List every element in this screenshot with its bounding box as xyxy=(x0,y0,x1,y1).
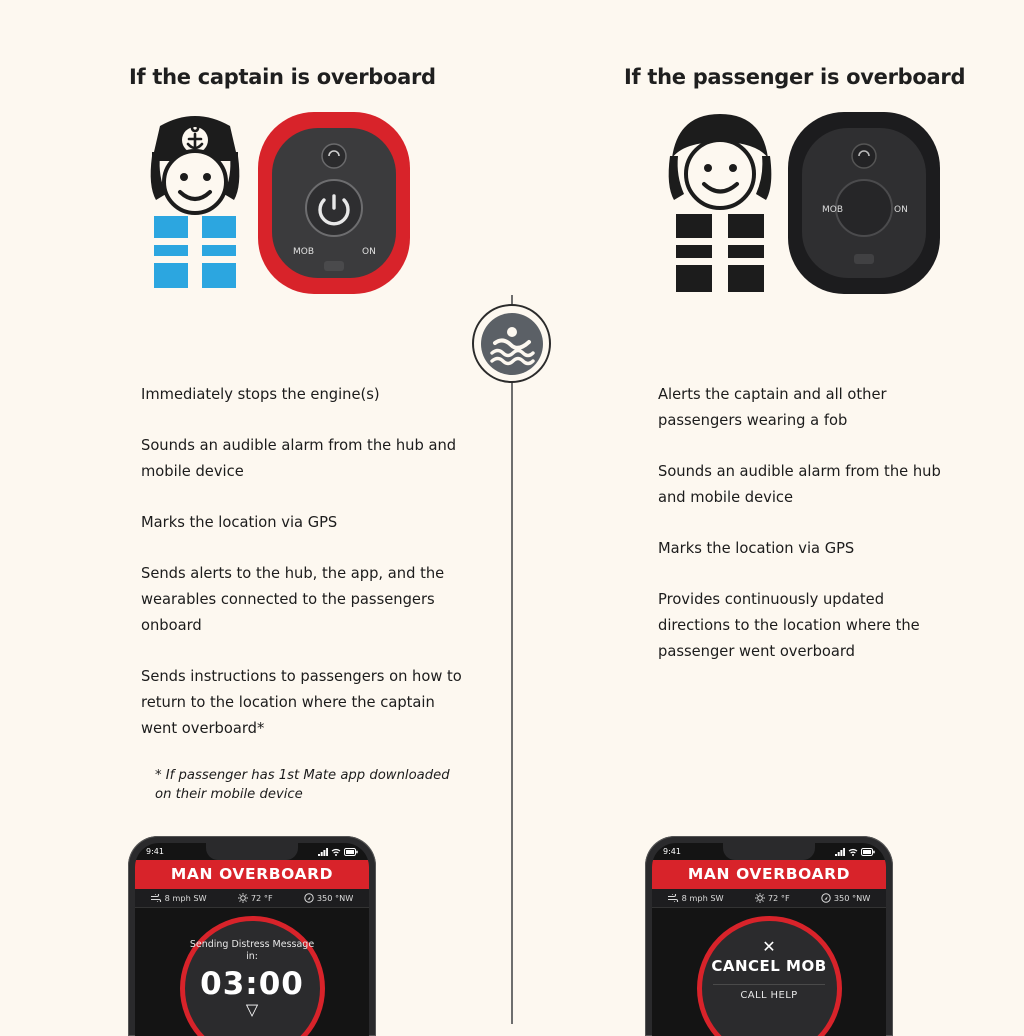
temp-reading xyxy=(755,893,790,903)
battery-icon xyxy=(861,848,875,856)
red-wearable-fob xyxy=(258,112,410,294)
signal-icon xyxy=(318,848,328,856)
sun-icon xyxy=(238,893,248,903)
cancel-dial-wrap xyxy=(652,908,886,1036)
status-time: 9:41 xyxy=(663,847,681,856)
right-column-title: If the passenger is overboard xyxy=(624,65,966,89)
list-item: Sends instructions to passengers on how to return to the location where the captain went overboard* xyxy=(141,668,462,737)
wind-reading xyxy=(151,893,207,903)
telemetry-bar xyxy=(135,889,369,908)
phone-notch xyxy=(206,843,298,860)
man-overboard-badge xyxy=(472,304,551,383)
phone-notch xyxy=(723,843,815,860)
sun-icon xyxy=(755,893,765,903)
compass-icon xyxy=(821,893,831,903)
left-phone-mockup xyxy=(128,836,376,1036)
list-item: Sounds an audible alarm from the hub and mobile device xyxy=(141,437,457,480)
heading-reading xyxy=(304,893,354,903)
mob-banner: MAN OVERBOARD xyxy=(652,860,886,889)
wind-value: 8 mph SW xyxy=(164,893,207,903)
list-item: Marks the location via GPS xyxy=(141,514,338,531)
status-icons xyxy=(318,848,358,856)
close-icon: ✕ xyxy=(762,937,776,956)
temp-value: 72 °F xyxy=(767,893,790,903)
call-help-label[interactable]: CALL HELP xyxy=(713,984,825,1001)
signal-icon xyxy=(835,848,845,856)
right-phone-screen xyxy=(652,843,886,1036)
distress-dial[interactable] xyxy=(180,916,325,1036)
svg-text:ON: ON xyxy=(362,247,376,257)
left-column-title: If the captain is overboard xyxy=(129,65,436,89)
svg-text:MOB: MOB xyxy=(293,247,315,257)
passenger-figure xyxy=(669,114,772,292)
wind-icon xyxy=(151,894,162,902)
temp-value: 72 °F xyxy=(250,893,273,903)
mob-banner: MAN OVERBOARD xyxy=(135,860,369,889)
list-item: Provides continuously updated directions to the location where the passenger went overboard xyxy=(658,591,920,660)
heading-reading xyxy=(821,893,871,903)
cancel-mob-label: CANCEL MOB xyxy=(711,957,827,975)
list-item: Marks the location via GPS xyxy=(658,540,855,557)
dial-label: Sending Distress Message in: xyxy=(189,939,315,962)
status-time: 9:41 xyxy=(146,847,164,856)
right-phone-mockup xyxy=(645,836,893,1036)
heading-value: 350 °NW xyxy=(833,893,871,903)
list-item: Immediately stops the engine(s) xyxy=(141,386,380,403)
status-icons xyxy=(835,848,875,856)
cancel-mob-dial[interactable] xyxy=(697,916,842,1036)
wind-value: 8 mph SW xyxy=(681,893,724,903)
temp-reading xyxy=(238,893,273,903)
passenger-illustration xyxy=(650,104,940,304)
wind-icon xyxy=(668,894,679,902)
distress-dial-wrap xyxy=(135,908,369,1036)
wifi-icon xyxy=(848,848,858,856)
captain-figure xyxy=(151,116,240,288)
captain-illustration xyxy=(130,104,420,304)
list-item: Alerts the captain and all other passengers wearing a fob xyxy=(658,386,887,429)
right-bullet-list xyxy=(658,382,958,665)
wind-reading xyxy=(668,893,724,903)
compass-icon xyxy=(304,893,314,903)
svg-text:MOB: MOB xyxy=(822,205,844,215)
footnote: * If passenger has 1st Mate app downloaded on their mobile device xyxy=(155,768,450,802)
left-phone-screen xyxy=(135,843,369,1036)
battery-icon xyxy=(344,848,358,856)
list-item: Sends alerts to the hub, the app, and the wearables connected to the passengers onboard xyxy=(141,565,445,634)
man-overboard-icon xyxy=(481,313,543,375)
black-wearable-fob xyxy=(788,112,940,294)
chevron-down-icon[interactable]: ▽ xyxy=(245,1000,259,1019)
wifi-icon xyxy=(331,848,341,856)
dial-timer: 03:00 xyxy=(200,966,304,1002)
left-bullet-list xyxy=(141,382,471,742)
heading-value: 350 °NW xyxy=(316,893,354,903)
telemetry-bar xyxy=(652,889,886,908)
center-divider xyxy=(511,295,513,1024)
list-item: Sounds an audible alarm from the hub and mobile device xyxy=(658,463,941,506)
svg-text:ON: ON xyxy=(894,205,908,215)
